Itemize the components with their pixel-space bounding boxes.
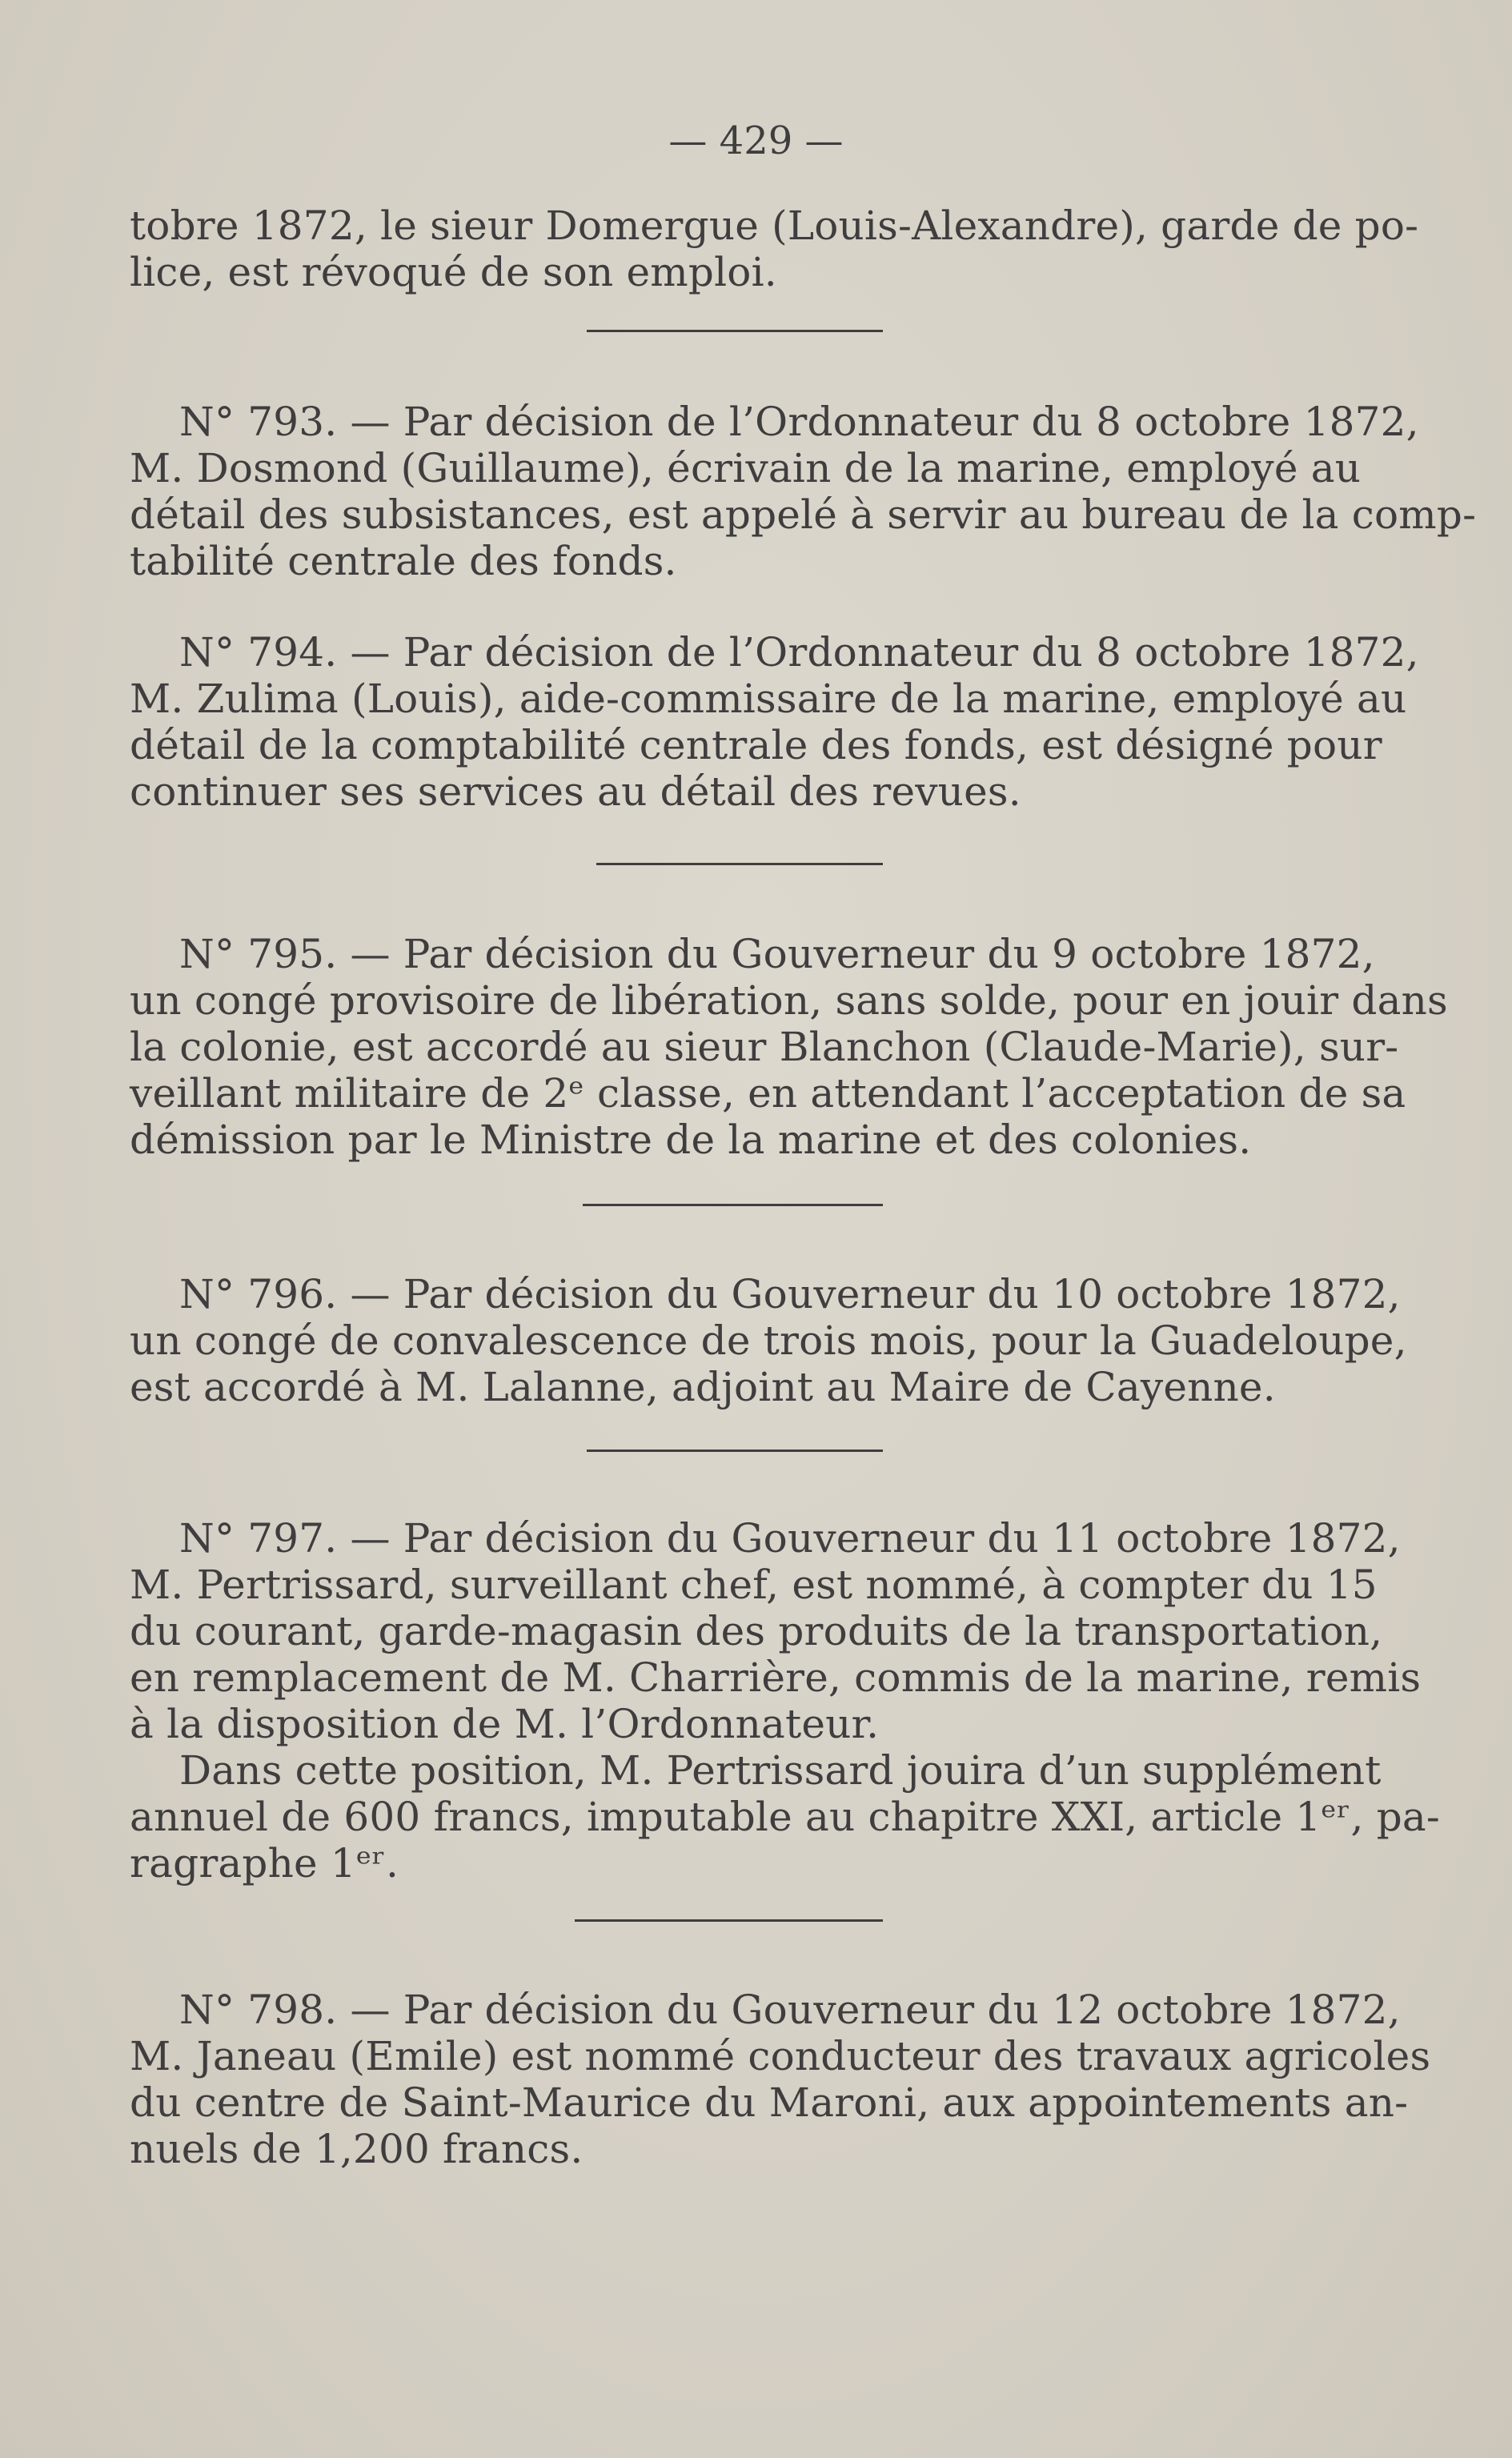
text-line: la colonie, est accordé au sieur Blanchon (Claude-Marie), sur-: [130, 1024, 1399, 1070]
text-line: du courant, garde-magasin des produits de la transportation,: [130, 1608, 1383, 1654]
text-line: annuel de 600 francs, imputable au chapitre XXI, article 1ᵉʳ, pa-: [130, 1794, 1440, 1840]
text-line: veillant militaire de 2ᵉ classe, en attendant l’acceptation de sa: [130, 1070, 1406, 1117]
text-line: à la disposition de M. l’Ordonnateur.: [130, 1701, 880, 1747]
text-line: tobre 1872, le sieur Domergue (Louis-Alexandre), garde de po-: [130, 202, 1419, 249]
text-line: est accordé à M. Lalanne, adjoint au Maire de Cayenne.: [130, 1364, 1276, 1410]
text-line: N° 797. — Par décision du Gouverneur du 11 octobre 1872,: [179, 1515, 1401, 1562]
text-line: du centre de Saint-Maurice du Maroni, aux appointements an-: [130, 2079, 1409, 2126]
separator-rule: [575, 1919, 883, 1922]
text-line: Dans cette position, M. Pertrissard jouira d’un supplément: [179, 1747, 1382, 1794]
text-line: détail des subsistances, est appelé à servir au bureau de la comp-: [130, 491, 1477, 538]
text-line: N° 795. — Par décision du Gouverneur du 9 octobre 1872,: [179, 931, 1375, 977]
page-number: — 429 —: [668, 118, 844, 163]
text-line: N° 796. — Par décision du Gouverneur du 10 octobre 1872,: [179, 1271, 1401, 1317]
text-line: M. Janeau (Emile) est nommé conducteur des travaux agricoles: [130, 2033, 1431, 2079]
text-line: en remplacement de M. Charrière, commis de la marine, remis: [130, 1654, 1422, 1701]
separator-rule: [596, 863, 883, 865]
text-line: lice, est révoqué de son emploi.: [130, 249, 777, 295]
text-line: un congé de convalescence de trois mois, pour la Guadeloupe,: [130, 1317, 1407, 1364]
text-line: M. Pertrissard, surveillant chef, est nommé, à compter du 15: [130, 1562, 1378, 1608]
text-line: un congé provisoire de libération, sans solde, pour en jouir dans: [130, 977, 1448, 1024]
text-line: tabilité centrale des fonds.: [130, 538, 677, 584]
text-line: M. Zulima (Louis), aide-commissaire de la marine, employé au: [130, 676, 1407, 722]
text-line: M. Dosmond (Guillaume), écrivain de la marine, employé au: [130, 445, 1362, 491]
text-line: ragraphe 1ᵉʳ.: [130, 1840, 399, 1887]
text-line: N° 794. — Par décision de l’Ordonnateur du 8 octobre 1872,: [179, 629, 1419, 676]
text-line: nuels de 1,200 francs.: [130, 2126, 584, 2172]
separator-rule: [583, 1204, 883, 1206]
separator-rule: [587, 1450, 883, 1452]
text-line: N° 793. — Par décision de l’Ordonnateur du 8 octobre 1872,: [179, 399, 1419, 445]
text-line: détail de la comptabilité centrale des fonds, est désigné pour: [130, 722, 1382, 768]
separator-rule: [587, 330, 883, 332]
text-line: démission par le Ministre de la marine et des colonies.: [130, 1117, 1252, 1163]
text-line: N° 798. — Par décision du Gouverneur du 12 octobre 1872,: [179, 1987, 1401, 2033]
text-line: continuer ses services au détail des revues.: [130, 768, 1021, 815]
